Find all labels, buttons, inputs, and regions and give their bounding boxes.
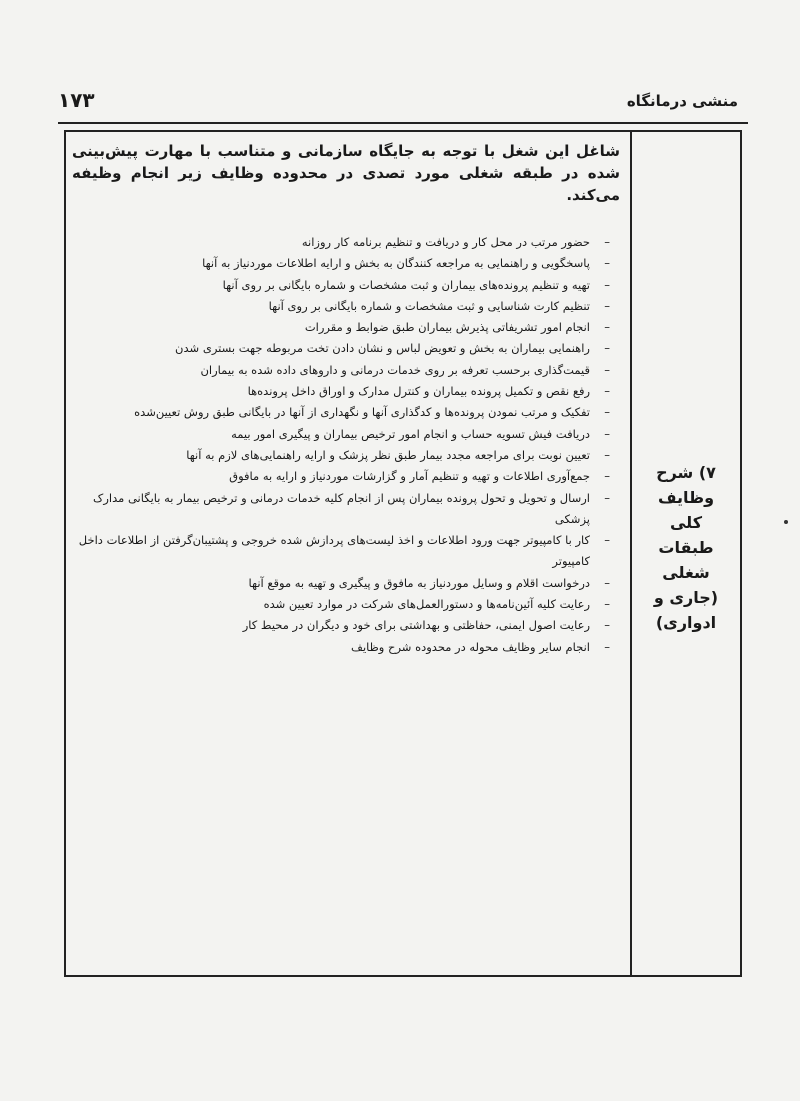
bullet-dash: – bbox=[604, 405, 610, 420]
duty-text: تنظیم کارت شناسایی و ثبت مشخصات و شماره بایگانی بر روی آنها bbox=[268, 298, 590, 313]
bullet-dash: – bbox=[604, 490, 610, 505]
bullet-dash: – bbox=[604, 256, 610, 271]
running-title: منشی درمانگاه bbox=[626, 92, 738, 110]
duty-item bbox=[72, 253, 620, 274]
section-label-line: شغلی bbox=[662, 563, 710, 582]
duty-text: انجام امور تشریفاتی پذیرش بیماران طبق ضوابط و مقررات bbox=[304, 320, 590, 335]
duty-text: کار با کامپیوتر جهت ورود اطلاعات و اخذ لیست‌های پردازش شده خروجی و پشتیبان‌گرفتن از اطلاعات داخل کامپیوتر bbox=[78, 533, 590, 569]
section-label-line: وظایف bbox=[657, 488, 715, 507]
bullet-dash: – bbox=[604, 469, 610, 484]
page-number: ۱۷۳ bbox=[58, 88, 95, 112]
bullet-dash: – bbox=[604, 447, 610, 462]
bullet-dash: – bbox=[604, 235, 610, 249]
duty-text: رعایت اصول ایمنی، حفاظتی و بهداشتی برای خود و دیگران در محیط کار bbox=[242, 618, 590, 633]
bullet-dash: – bbox=[604, 618, 610, 633]
bullet-dash: – bbox=[604, 597, 610, 612]
bullet-dash: – bbox=[604, 426, 610, 441]
duty-text: ارسال و تحویل و تحول پرونده بیماران پس از انجام کلیه خدمات درمانی و ترخیص بیمار به بایگانی مدارک پزشکی bbox=[93, 490, 590, 526]
duty-text: رفع نقص و تکمیل پرونده بیماران و کنترل مدارک و اوراق داخل پرونده‌ها bbox=[247, 384, 590, 399]
duty-text: تفکیک و مرتب نمودن پرونده‌ها و کدگذاری آنها و نگهداری از آنها در بایگانی طبق روش تعیین‌شده bbox=[134, 405, 590, 420]
duty-item bbox=[72, 360, 620, 381]
section-label-line: طبقات bbox=[658, 538, 714, 557]
bullet-dash: – bbox=[604, 341, 610, 356]
duty-text: درخواست اقلام و وسایل موردنیاز به مافوق و پیگیری و تهیه به موقع آنها bbox=[248, 575, 590, 590]
duty-text: حضور مرتب در محل کار و دریافت و تنظیم برنامه کار روزانه bbox=[301, 235, 590, 249]
section-label-column bbox=[632, 130, 740, 977]
section-label-line: کلی bbox=[669, 513, 703, 532]
duty-item bbox=[72, 615, 620, 636]
duty-item bbox=[72, 424, 620, 445]
duty-item bbox=[72, 530, 620, 573]
scan-speck bbox=[784, 520, 788, 524]
duties-list bbox=[72, 232, 620, 658]
bullet-dash: – bbox=[604, 320, 610, 335]
bullet-dash: – bbox=[604, 362, 610, 377]
duty-item bbox=[72, 296, 620, 317]
duty-item bbox=[72, 338, 620, 359]
duty-text: انجام سایر وظایف محوله در محدوده شرح وظایف bbox=[351, 639, 590, 654]
duty-item bbox=[72, 466, 620, 487]
duty-text: پاسخگویی و راهنمایی به مراجعه کنندگان به بخش و ارایه اطلاعات موردنیاز به آنها bbox=[202, 256, 590, 271]
bullet-dash: – bbox=[604, 533, 610, 548]
duty-item bbox=[72, 573, 620, 594]
duty-item bbox=[72, 445, 620, 466]
duty-item bbox=[72, 232, 620, 253]
bullet-dash: – bbox=[604, 384, 610, 399]
duty-item bbox=[72, 402, 620, 423]
bullet-dash: – bbox=[604, 298, 610, 313]
duty-text: جمع‌آوری اطلاعات و تهیه و تنظیم آمار و گزارشات موردنیاز و ارایه به مافوق bbox=[229, 469, 590, 484]
bullet-dash: – bbox=[604, 639, 610, 654]
duty-item bbox=[72, 488, 620, 531]
duty-item bbox=[72, 637, 620, 658]
section-label bbox=[632, 460, 740, 635]
section-content bbox=[72, 140, 620, 658]
duty-text: تعیین نوبت برای مراجعه مجدد بیمار طبق نظر پزشک و ارایه راهنمایی‌های لازم به آنها bbox=[186, 447, 590, 462]
duty-text: رعایت کلیه آئین‌نامه‌ها و دستورالعمل‌های شرکت در موارد تعیین شده bbox=[263, 597, 590, 612]
duty-item bbox=[72, 594, 620, 615]
duty-text: راهنمایی بیماران به بخش و تعویض لباس و نشان دادن تخت مربوطه جهت بستری شدن bbox=[175, 341, 590, 356]
bullet-dash: – bbox=[604, 277, 610, 292]
duty-item bbox=[72, 381, 620, 402]
duty-item bbox=[72, 317, 620, 338]
duty-text: تهیه و تنظیم پرونده‌های بیماران و ثبت مشخصات و شماره بایگانی بر روی آنها bbox=[222, 277, 590, 292]
bullet-dash: – bbox=[604, 575, 610, 590]
section-label-line: (جاری و bbox=[653, 588, 719, 607]
duty-text: قیمت‌گذاری برحسب تعرفه بر روی خدمات درمانی و داروهای داده شده به بیماران bbox=[200, 362, 590, 377]
section-label-line: ۷) شرح bbox=[656, 463, 716, 482]
duty-text: دریافت فیش تسویه حساب و انجام امور ترخیص بیماران و پیگیری امور بیمه bbox=[231, 426, 590, 441]
header-rule bbox=[58, 122, 748, 124]
section-label-line: ادواری) bbox=[655, 613, 717, 632]
duty-item bbox=[72, 275, 620, 296]
section-intro: شاغل این شغل با توجه به جایگاه سازمانی و متناسب با مهارت پیش‌بینی شده در طبقه شغلی مورد تصدی در محدوده وظایف زیر انجام وظیفه می‌کند. bbox=[72, 142, 620, 204]
